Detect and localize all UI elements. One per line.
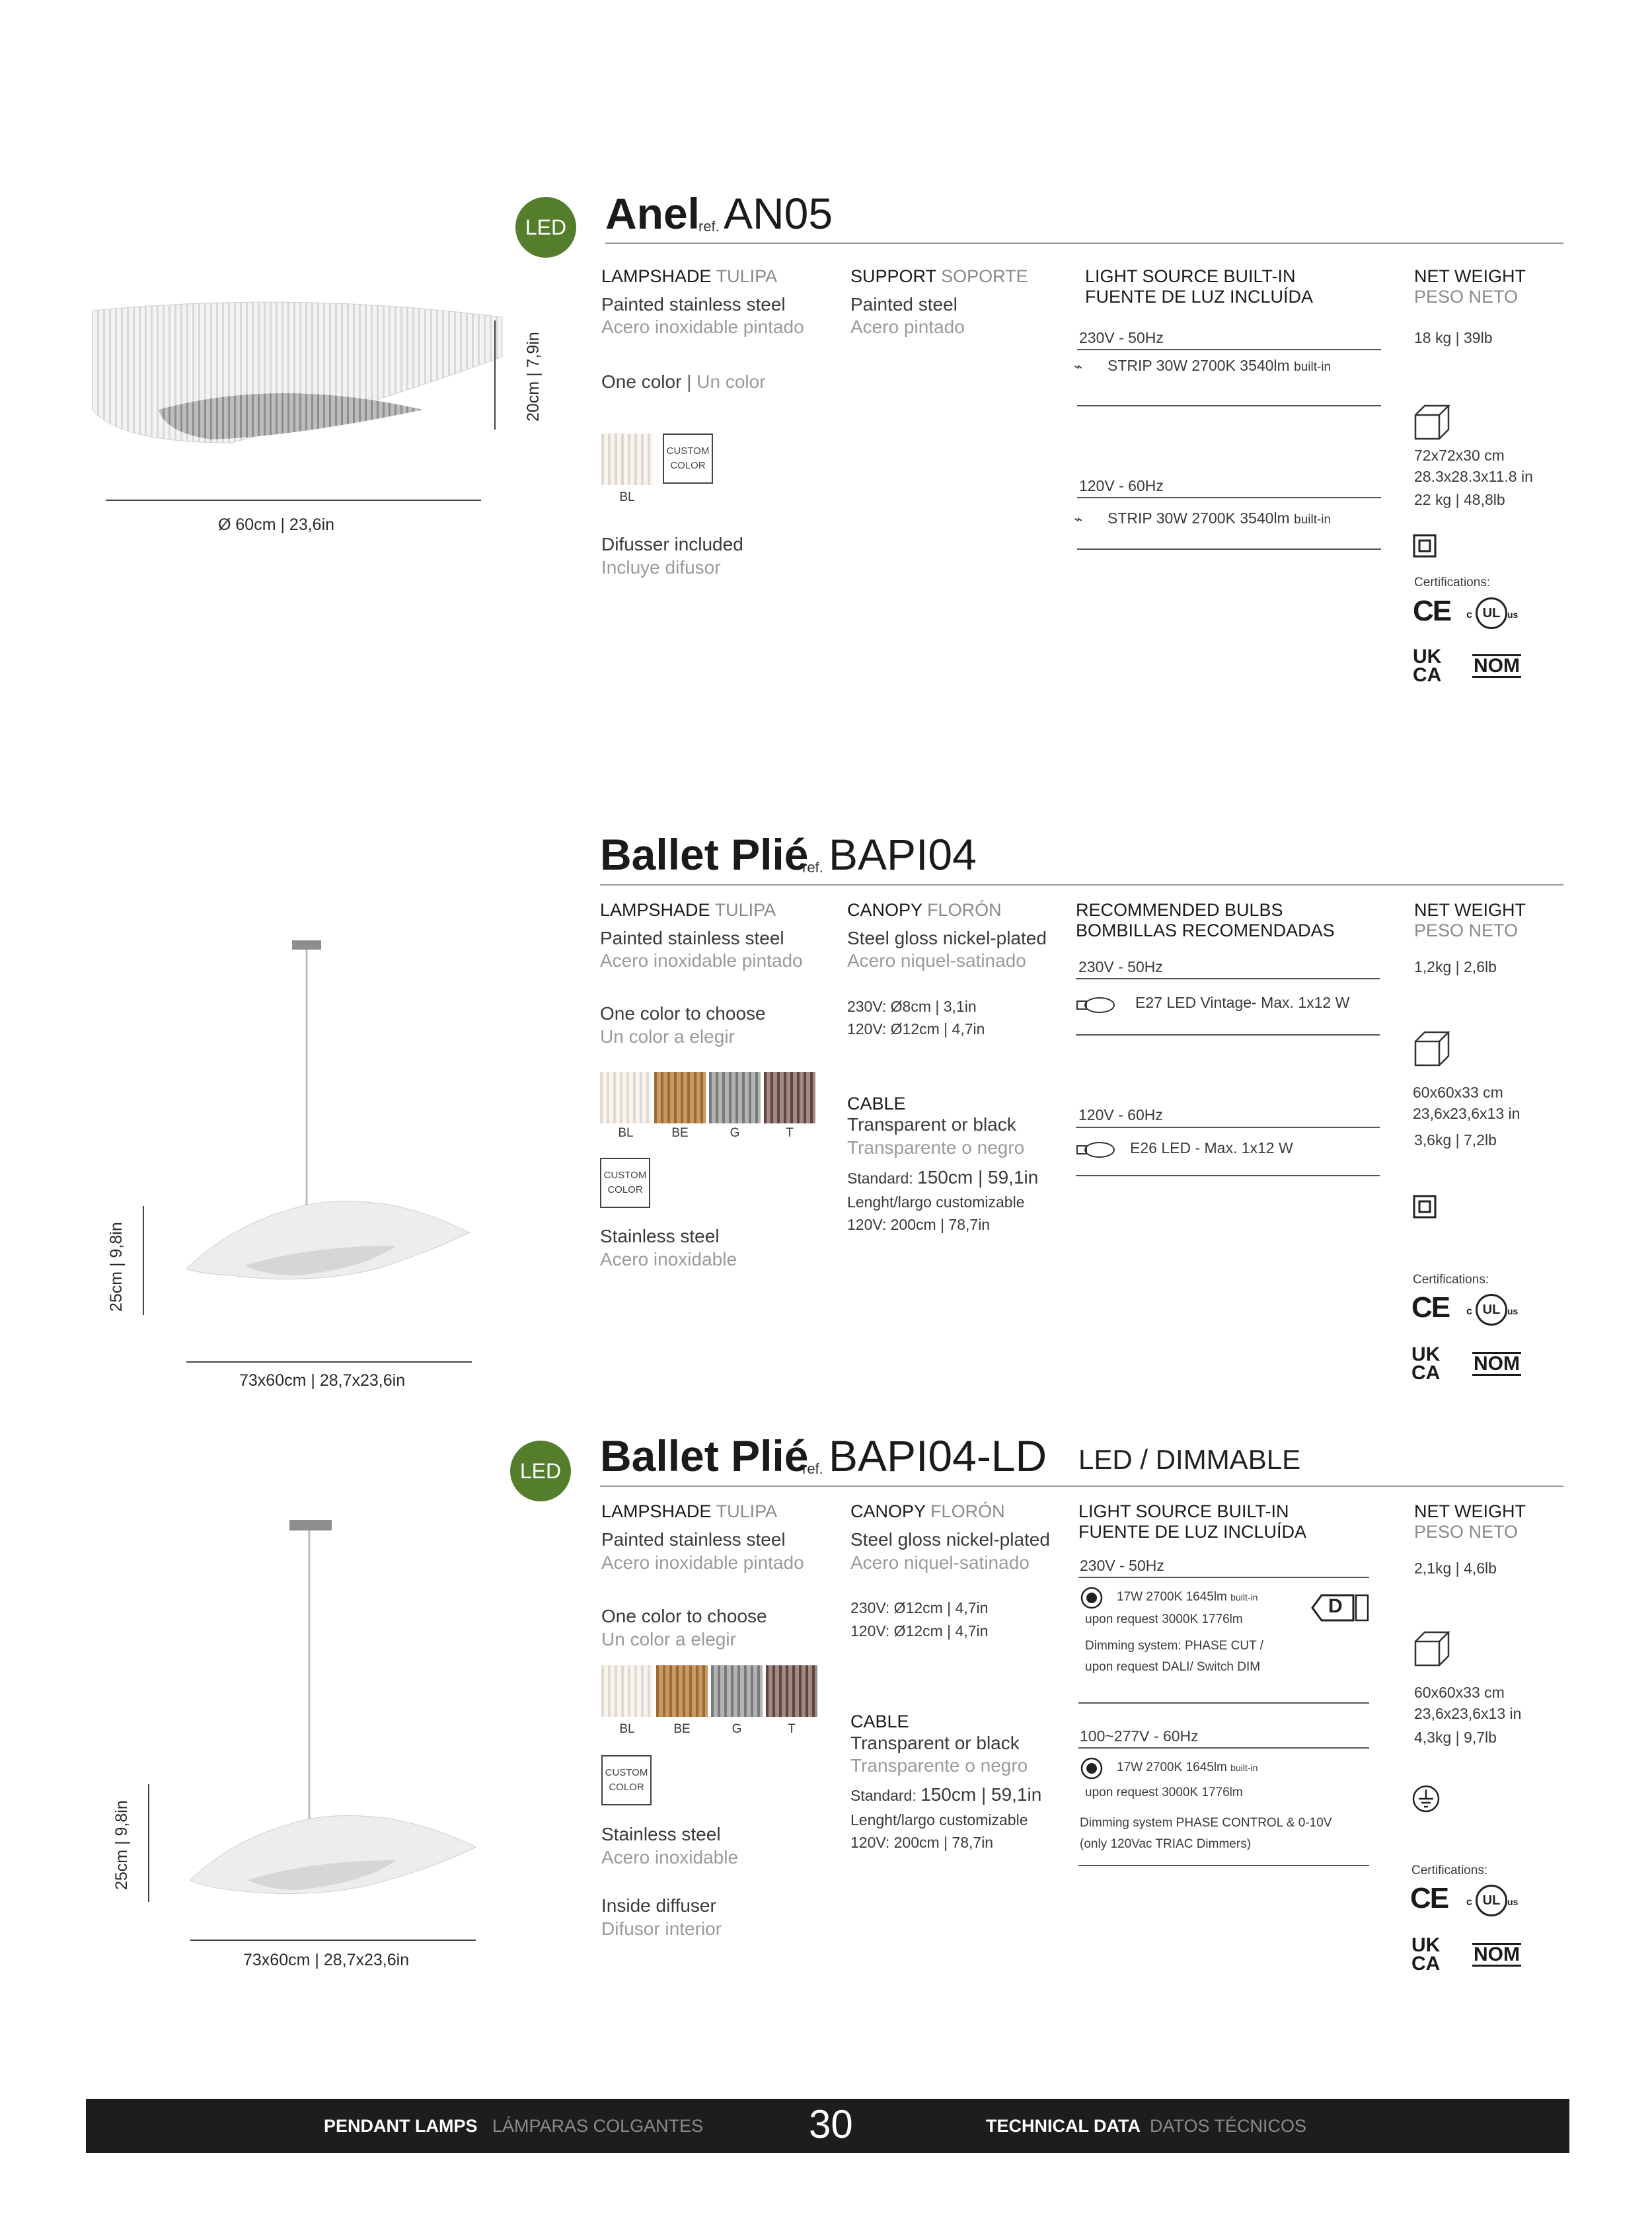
bulb-230: E27 LED Vintage- Max. 1x12 W (1135, 994, 1350, 1011)
ukca-mark-icon: UK CA (1411, 1934, 1441, 1975)
rule (1077, 497, 1381, 498)
support-material-es: Acero pintado (850, 317, 965, 337)
diffuser-note-es: Incluye difusor (601, 557, 721, 578)
voltage-120: 100~277V - 60Hz (1080, 1727, 1199, 1745)
lampshade-header: LAMPSHADE TULIPA (601, 1501, 778, 1521)
diffuser-note: Difusser included (601, 534, 743, 554)
color-option-es: Un color a elegir (601, 1629, 736, 1649)
rule (1076, 1127, 1380, 1128)
led-chip-icon (1080, 1586, 1104, 1610)
net-weight-header: NET WEIGHT (1414, 1501, 1526, 1521)
lampshade-material: Painted stainless steel (601, 1529, 786, 1550)
height-dimension: 25cm | 9,8in (112, 1800, 131, 1890)
light-source-header: LIGHT SOURCE BUILT-IN (1078, 1501, 1289, 1521)
box-size-in: 23,6x23,6x13 in (1413, 1105, 1521, 1122)
color-option: One color to choose (600, 1003, 766, 1024)
swatch-g (711, 1665, 763, 1717)
footer-bar (86, 2099, 1569, 2153)
dimming-120-a: Dimming system PHASE CONTROL & 0-10V (1080, 1816, 1332, 1830)
led-strip-icon: ⌁ (1074, 358, 1083, 375)
certifications-label: Certifications: (1413, 1273, 1489, 1287)
anel-lamp-image (79, 278, 515, 463)
box-weight: 4,3kg | 9,7lb (1414, 1729, 1497, 1746)
product-title: Ballet Plié (600, 830, 809, 879)
swatch-bl-label: BL (619, 490, 635, 504)
cable-120: 120V: 200cm | 78,7in (850, 1834, 994, 1851)
ul-mark-icon: c UL us (1464, 597, 1523, 628)
nom-mark-icon: NOM (1474, 655, 1520, 677)
dimming-230-b: upon request DALI/ Switch DIM (1085, 1660, 1261, 1674)
ce-mark-icon: CE (1410, 1882, 1448, 1914)
title-rule (600, 1486, 1563, 1487)
inside-diffuser-es: Difusor interior (601, 1918, 722, 1939)
support-material: Painted steel (850, 294, 957, 315)
box-size-in: 23,6x23,6x13 in (1414, 1705, 1522, 1722)
footer-section-right: TECHNICAL DATA DATOS TÉCNICOS (986, 2116, 1307, 2136)
swatch-be (656, 1665, 708, 1717)
light-source-header-es: FUENTE DE LUZ INCLUÍDA (1085, 287, 1314, 307)
canopy-header: CANOPY FLORÓN (847, 900, 1002, 920)
ul-mark-icon: c UL us (1464, 1885, 1523, 1915)
product-title: Anel (605, 189, 700, 238)
request-120: upon request 3000K 1776lm (1085, 1786, 1243, 1799)
footer-section-left: PENDANT LAMPS LÁMPARAS COLGANTES (324, 2116, 704, 2136)
rule (1076, 1034, 1380, 1036)
product-ref-code: BAPI04-LD (829, 1431, 1047, 1480)
title-rule (600, 884, 1563, 886)
swatch-bl (601, 434, 653, 485)
bulb-icon (1076, 1140, 1118, 1160)
net-weight: 2,1kg | 4,6lb (1414, 1560, 1497, 1577)
net-weight-header-es: PESO NETO (1414, 1522, 1519, 1542)
swatch-bl (601, 1665, 653, 1717)
led-dimmable-tag: LED / DIMMABLE (1078, 1444, 1301, 1475)
led-badge: LED (510, 1441, 571, 1501)
page-number: 30 (809, 2102, 853, 2146)
height-dimension-line (143, 1206, 144, 1315)
lampshade-material-es: Acero inoxidable pintado (600, 950, 803, 971)
swatch-g-label: G (730, 1126, 740, 1140)
net-weight: 1,2kg | 2,6lb (1414, 958, 1497, 975)
rule (1077, 405, 1381, 406)
lampshade-material-es: Acero inoxidable pintado (601, 317, 804, 337)
bulb-120: E26 LED - Max. 1x12 W (1130, 1139, 1293, 1156)
net-weight-header: NET WEIGHT (1414, 266, 1526, 286)
box-size-cm: 72x72x30 cm (1414, 447, 1505, 464)
class-ii-icon (1413, 1195, 1437, 1219)
rule (1078, 1747, 1369, 1749)
canopy-230: 230V: Ø8cm | 3,1in (847, 998, 977, 1015)
bulbs-header-es: BOMBILLAS RECOMENDADAS (1076, 921, 1335, 940)
support-header: SUPPORT SOPORTE (850, 266, 1028, 286)
swatch-t-label: T (788, 1722, 796, 1736)
width-dimension: Ø 60cm | 23,6in (218, 515, 335, 534)
width-dimension-line (190, 1940, 476, 1941)
led-230: 17W 2700K 1645lm built-in (1117, 1590, 1258, 1604)
lampshade-material: Painted stainless steel (600, 928, 784, 948)
dimming-230-a: Dimming system: PHASE CUT / (1085, 1639, 1263, 1653)
rod-material: Stainless steel (601, 1824, 721, 1844)
lampshade-material: Painted stainless steel (601, 294, 786, 315)
voltage-230: 230V - 50Hz (1080, 1557, 1164, 1574)
box-size-cm: 60x60x33 cm (1414, 1684, 1505, 1701)
lampshade-header: LAMPSHADE TULIPA (601, 266, 778, 286)
swatch-bl-label: BL (618, 1126, 634, 1140)
rule (1077, 349, 1381, 350)
custom-color-box: CUSTOM COLOR (600, 1158, 650, 1208)
swatch-t-label: T (786, 1126, 794, 1140)
ul-mark-icon: c UL us (1464, 1294, 1523, 1324)
nom-mark-icon: NOM (1474, 1944, 1520, 1965)
cable-standard: Standard: 150cm | 59,1in (847, 1167, 1039, 1188)
lampshade-header: LAMPSHADE TULIPA (600, 900, 776, 920)
swatch-g-label: G (732, 1722, 742, 1736)
canopy-120: 120V: Ø12cm | 4,7in (847, 1020, 985, 1038)
product-ref-code: AN05 (724, 189, 833, 238)
rule (1076, 1175, 1380, 1176)
box-size-cm: 60x60x33 cm (1413, 1084, 1503, 1101)
strip-120: STRIP 30W 2700K 3540lm built-in (1108, 510, 1332, 527)
rule (1078, 1577, 1369, 1578)
strip-230: STRIP 30W 2700K 3540lm built-in (1108, 357, 1332, 374)
swatch-be-label: BE (671, 1126, 689, 1140)
cable-120: 120V: 200cm | 78,7in (847, 1216, 991, 1233)
canopy-material: Steel gloss nickel-plated (850, 1529, 1050, 1550)
certifications-label: Certifications: (1411, 1864, 1488, 1877)
voltage-230: 230V - 50Hz (1078, 958, 1163, 975)
rule (1077, 548, 1381, 550)
net-weight-header: NET WEIGHT (1414, 900, 1526, 920)
swatch-be (654, 1072, 706, 1123)
class-ii-icon (1413, 534, 1437, 558)
bulb-icon (1076, 995, 1118, 1015)
certifications-label: Certifications: (1414, 576, 1491, 589)
product-ref-code: BAPI04 (829, 830, 977, 879)
nom-mark-icon: NOM (1474, 1353, 1520, 1375)
cable-custom: Lenght/largo customizable (850, 1811, 1028, 1829)
bulbs-header: RECOMMENDED BULBS (1076, 900, 1283, 920)
cable-material: Transparent or black (850, 1733, 1020, 1753)
height-dimension: 20cm | 7,9in (524, 332, 543, 422)
dimming-120-b: (only 120Vac TRIAC Dimmers) (1080, 1837, 1252, 1851)
width-dimension: 73x60cm | 28,7x23,6in (239, 1371, 406, 1390)
product-title: Ballet Plié (600, 1431, 809, 1480)
custom-color-box: CUSTOM COLOR (663, 434, 713, 484)
color-option: One color | Un color (601, 371, 766, 392)
color-option-es: Un color a elegir (600, 1026, 735, 1047)
lampshade-material-es: Acero inoxidable pintado (601, 1552, 804, 1573)
canopy-230: 230V: Ø12cm | 4,7in (850, 1599, 989, 1616)
led-120: 17W 2700K 1645lm built-in (1117, 1760, 1258, 1774)
request-230: upon request 3000K 1776lm (1085, 1612, 1243, 1626)
net-weight-header-es: PESO NETO (1414, 921, 1519, 940)
cable-material-es: Transparente o negro (847, 1137, 1025, 1158)
rod-material-es: Acero inoxidable (600, 1249, 737, 1269)
package-box-icon (1413, 1030, 1451, 1068)
ref-label: ref. (802, 859, 823, 876)
box-weight: 22 kg | 48,8lb (1414, 491, 1505, 508)
height-dimension-line (494, 321, 496, 430)
ballet-plie-lamp-image (178, 935, 496, 1292)
package-box-icon (1413, 403, 1451, 441)
ukca-mark-icon: UK CA (1413, 646, 1442, 686)
swatch-be-label: BE (673, 1722, 691, 1736)
canopy-material-es: Acero niquel-satinado (850, 1552, 1030, 1573)
color-option: One color to choose (601, 1606, 767, 1626)
voltage-230: 230V - 50Hz (1079, 329, 1164, 346)
net-weight: 18 kg | 39lb (1414, 329, 1493, 346)
light-source-header-es: FUENTE DE LUZ INCLUÍDA (1078, 1522, 1307, 1542)
package-box-icon (1413, 1630, 1451, 1668)
inside-diffuser: Inside diffuser (601, 1895, 716, 1916)
swatch-bl (600, 1072, 652, 1123)
rule (1076, 978, 1380, 979)
cable-standard: Standard: 150cm | 59,1in (850, 1784, 1042, 1805)
ref-label: ref. (698, 218, 720, 235)
width-dimension-line (186, 1361, 472, 1363)
cable-header: CABLE (847, 1094, 906, 1114)
cable-material-es: Transparente o negro (850, 1755, 1028, 1776)
voltage-120: 120V - 60Hz (1078, 1106, 1163, 1123)
voltage-120: 120V - 60Hz (1079, 477, 1164, 494)
cable-material: Transparent or black (847, 1114, 1016, 1135)
swatch-t (766, 1665, 817, 1717)
cable-custom: Lenght/largo customizable (847, 1193, 1025, 1211)
box-size-in: 28.3x28.3x11.8 in (1414, 468, 1533, 485)
canopy-material: Steel gloss nickel-plated (847, 928, 1047, 948)
canopy-header: CANOPY FLORÓN (850, 1501, 1005, 1521)
swatch-bl-label: BL (619, 1722, 635, 1736)
energy-label-icon: D (1311, 1593, 1370, 1623)
title-rule (605, 243, 1563, 244)
width-dimension: 73x60cm | 28,7x23,6in (243, 1951, 410, 1969)
height-dimension-line (148, 1784, 149, 1902)
rule (1078, 1702, 1369, 1704)
canopy-120: 120V: Ø12cm | 4,7in (850, 1622, 989, 1640)
ref-label: ref. (802, 1460, 823, 1477)
led-chip-icon (1080, 1756, 1104, 1780)
width-dimension-line (106, 500, 481, 501)
light-source-header: LIGHT SOURCE BUILT-IN (1085, 266, 1296, 286)
height-dimension: 25cm | 9,8in (107, 1222, 126, 1312)
swatch-g (709, 1072, 761, 1123)
custom-color-box: CUSTOM COLOR (601, 1755, 652, 1805)
rule (1078, 1865, 1369, 1866)
canopy-material-es: Acero niquel-satinado (847, 950, 1026, 971)
led-strip-icon: ⌁ (1074, 511, 1083, 527)
ce-mark-icon: CE (1413, 595, 1451, 627)
ce-mark-icon: CE (1411, 1291, 1450, 1324)
rod-material: Stainless steel (600, 1226, 720, 1246)
ukca-mark-icon: UK CA (1411, 1343, 1441, 1384)
rod-material-es: Acero inoxidable (601, 1847, 739, 1868)
earth-ground-icon (1411, 1784, 1441, 1813)
swatch-t (764, 1072, 815, 1123)
box-weight: 3,6kg | 7,2lb (1414, 1131, 1497, 1149)
ballet-plie-ld-lamp-image (178, 1513, 496, 1910)
led-badge: LED (515, 197, 576, 258)
cable-header: CABLE (850, 1712, 909, 1731)
net-weight-header-es: PESO NETO (1414, 287, 1519, 307)
